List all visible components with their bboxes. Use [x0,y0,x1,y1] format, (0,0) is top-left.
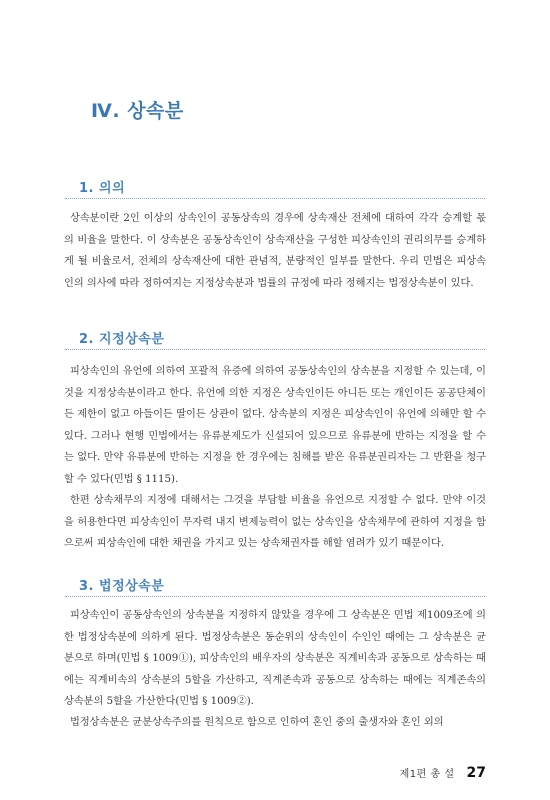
page-footer [400,765,486,781]
section-heading-designated-share: 2. 지정상속분 [79,332,165,347]
footer-part-label: 제1편 총 설 [399,769,455,780]
section-paragraph: 피상속인의 유언에 의하여 포괄적 유증에 의하여 공동상속인의 상속분을 지정할 수 있는데, 이것을 지정상속분이라고 한다. 유언에 의한 지정은 상속인이든 아니든 또는 개인이든 공공단체이든 제한이 없고 아들이든 딸이든 상관이 없다. 상속분의 지정은 피상속인이 유언에 의해만 할 수 있다. 그러나 현행 민법에서는 유류분제도가 신설되어 있으므로 유류분에 반하는 지정을 할 수는 없다. 만약 유류분에 반하는 지정을 한 경우에는 침해를 받은 유류분권리자는 그 반환을 청구할 수 있다(민법 § 1115). [64,366,486,485]
section-heading-statutory-share: 3. 법정상속분 [79,579,165,594]
page-number: 27 [466,765,486,781]
chapter-title: Ⅳ. 상속분 [91,100,184,122]
section-divider [65,596,485,597]
section-paragraph: 피상속인이 공동상속인의 상속분을 지정하지 않았을 경우에 그 상속분은 민법 제1009조에 의한 법정상속분에 의하게 된다. 법정상속분은 동순위의 상속인이 수인인 때에는 그 상속분은 균분으로 하며(민법 § 1009①), 피상속인의 배우자의 상속분은 직계비속과 공동으로 상속하는 때에는 직계비속의 상속분의 5할을 가산하고, 직계존속과 공동으로 상속하는 때에는 직계존속의 상속분의 5할을 가산한다(민법 § 1009②). [64,610,486,707]
section-heading-meaning: 1. 의의 [79,181,126,196]
section-paragraph: 한편 상속채무의 지정에 대해서는 그것을 부담할 비율을 유언으로 지정할 수 없다. 만약 이것을 허용한다면 피상속인이 무자력 내지 변제능력이 없는 상속인을 상속채무에 관하여 지정을 함으로써 피상속인에 대한 채권을 가지고 있는 상속채권자를 해할 염려가 있기 때문이다. [64,495,486,549]
section-paragraph: 법정상속분은 균분상속주의를 원칙으로 함으로 인하여 혼인 중의 출생자와 혼인 외의 [70,717,444,728]
section-paragraph: 상속분이란 2인 이상의 상속인이 공동상속의 경우에 상속재산 전체에 대하여 각각 승계할 몫의 비율을 말한다. 이 상속분은 공동상속인이 상속재산을 구성한 피상속인의 권리의무를 승계하게 될 비율로서, 전체의 상속재산에 대한 관념적, 분량적인 일부를 말한다. 우리 민법은 피상속인의 의사에 따라 정하여지는 지정상속분과 법률의 규정에 따라 정해지는 법정상속분이 있다. [64,213,486,289]
section-divider [65,349,485,350]
section-divider [65,198,485,199]
